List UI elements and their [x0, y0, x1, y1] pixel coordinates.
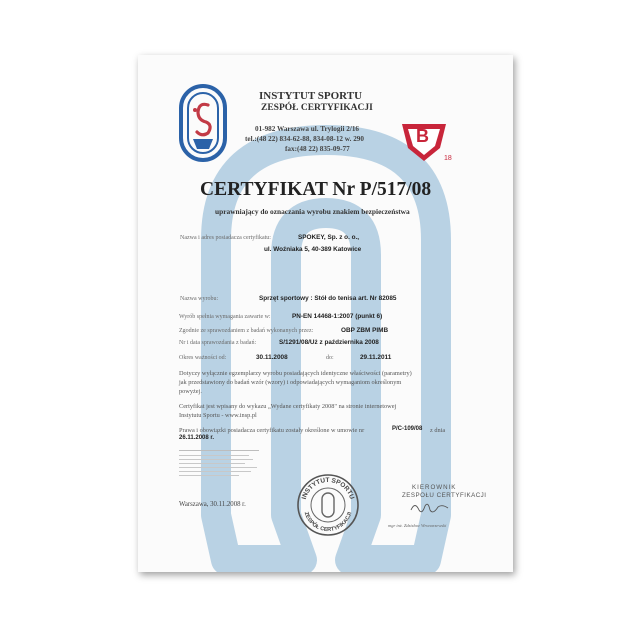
contract-date: 26.11.2008 r.	[179, 435, 215, 441]
validity-to-label: do:	[326, 355, 334, 361]
registry-paragraph-line-1: Certyfikat jest wpisany do wykazu „Wydane certyfikaty 2008" na stronie internetowej	[179, 403, 397, 410]
validity-label: Okres ważności od:	[179, 355, 227, 361]
head-name: mgr inż. Zdzisław Wronarzewski	[388, 523, 447, 528]
institute-address: 01-982 Warszawa ul. Trylogii 2/16	[255, 125, 360, 133]
report-label: Zgodnie ze sprawozdaniem z badań wykonanych przez:	[179, 328, 314, 334]
badge-number: 18	[444, 155, 452, 162]
notes-block	[179, 448, 279, 490]
institute-seal	[296, 473, 360, 537]
contract-number: P/C-109/08	[392, 426, 423, 432]
svg-text:INSTYTUT SPORTU	[301, 477, 355, 501]
issue-place-date: Warszawa, 30.11.2008 r.	[179, 501, 246, 508]
head-department: ZESPOŁU CERTYFIKACJI	[402, 492, 487, 499]
institute-logo	[178, 83, 228, 163]
registry-paragraph-line-2: Instytutu Sportu - www.insp.pl	[179, 412, 257, 419]
institute-department: ZESPÓŁ CERTYFIKACJI	[261, 103, 373, 113]
holder-name: SPOKEY, Sp. z o. o.,	[298, 234, 360, 241]
standard-label: Wyrób spełnia wymagania zawarte w:	[179, 314, 271, 320]
product-value: Sprzęt sportowy : Stół do tenisa art. Nr 82085	[259, 295, 397, 302]
certificate-subtitle: uprawniający do oznaczania wyrobu znakiem bezpieczeństwa	[215, 207, 410, 216]
certificate-title: CERTYFIKAT Nr P/517/08	[200, 179, 432, 200]
report-number-label: Nr i data sprawozdania z badań:	[179, 340, 257, 346]
badge-letter: B	[416, 126, 429, 146]
scope-paragraph-line-2: jak przedstawiony do badań wzór (wzory) i odpowiadających wymaganiom określonym	[179, 379, 402, 386]
institute-fax: fax:(48 22) 835-09-77	[285, 145, 350, 153]
rights-paragraph-line-1c: z dnia	[430, 427, 446, 434]
report-value: OBP ZBM PIMB	[341, 327, 389, 334]
validity-from: 30.11.2008	[256, 354, 288, 361]
standard-value: PN-EN 14468-1:2007 (punkt 6)	[292, 313, 383, 320]
rights-paragraph-line-1a: Prawa i obowiązki posiadacza certyfikatu zostały określone w umowie nr	[179, 427, 365, 434]
scope-paragraph-line-3: powyżej.	[179, 388, 202, 395]
holder-address: ul. Woźniaka 5, 40-389 Katowice	[264, 246, 362, 253]
head-title: KIEROWNIK	[412, 484, 457, 491]
seal-bottom-text: ZESPÓŁ CERTYFIKACJI	[302, 511, 354, 534]
institute-name: INSTYTUT SPORTU	[259, 90, 363, 102]
certificate-document	[138, 55, 513, 572]
validity-to: 29.11.2011	[360, 354, 392, 361]
holder-label: Nazwa i adres posiadacza certyfikatu:	[180, 235, 271, 241]
scope-paragraph-line-1: Dotyczy wyłącznie egzemplarzy wyrobu posiadających identyczne właściwości (parametry)	[179, 370, 412, 377]
institute-phone: tel.:(48 22) 834-62-88, 834-08-12 w. 290	[245, 135, 364, 143]
handwritten-signature	[408, 498, 454, 518]
product-label: Nazwa wyrobu:	[180, 296, 219, 302]
report-number-value: S/1291/08/Uż z października 2008	[279, 339, 379, 346]
seal-top-text: INSTYTUT SPORTU	[300, 476, 356, 501]
